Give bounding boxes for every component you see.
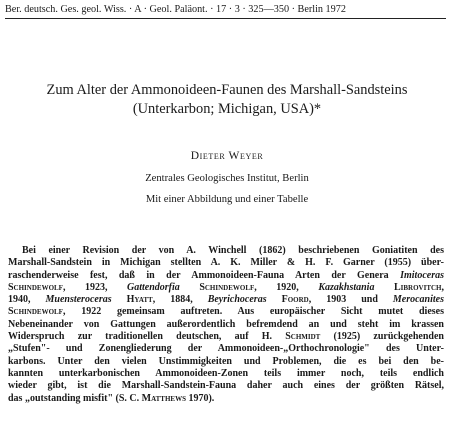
abstract-text: Marshall-Sandstein in Michigan stellten A. K. Miller & H. F. Garner (1955) über- — [8, 257, 444, 269]
abstract-text: raschenderweise fest, daß in der Ammonoideen-Fauna Arten der Genera — [8, 269, 401, 281]
abstract-text: (1925) zurückgehenden — [320, 331, 444, 343]
abstract-text: das „outstanding misfit" (S. C. — [8, 392, 142, 404]
abstract-line — [8, 282, 444, 294]
author-citation: Hyatt — [111, 294, 153, 306]
abstract-text: Bei einer Revision der von A. Winchell (1862) beschriebenen Goniatiten des — [22, 245, 444, 256]
title-line-1: Zum Alter der Ammonoideen-Faunen des Marshall-Sandsteins — [46, 82, 408, 98]
abstract-text: karbons. Unter den vielen Unstimmigkeiten und Problemen, die es bei den be- — [8, 355, 444, 367]
abstract-line — [8, 319, 444, 331]
author-name-text: Dieter Weyer — [190, 150, 264, 162]
abstract-text: Nebeneinander von Gattungen außerordentlich befremdend an und steht im krassen — [8, 318, 444, 330]
abstract-line — [8, 343, 444, 355]
abstract-text: , 1884, — [152, 294, 208, 306]
author-citation: Schindewolf — [8, 306, 63, 318]
abstract-line — [8, 245, 444, 257]
genus-name: Gattendorfia — [127, 281, 180, 293]
genus-name: Kazakhstania — [318, 281, 375, 293]
author-citation: Foord — [266, 294, 309, 306]
abstract-line — [8, 294, 444, 306]
author-citation: Librovitch — [374, 281, 442, 293]
running-head — [5, 4, 446, 19]
genus-name: Beyrichoceras — [207, 294, 267, 306]
author-affiliation: Zentrales Geologisches Institut, Berlin — [145, 173, 309, 184]
genus-name: Merocanites — [392, 294, 444, 306]
abstract-text: , — [441, 281, 444, 293]
figures-note: Mit einer Abbildung und einer Tabelle — [145, 194, 309, 205]
abstract-text: , 1920, — [254, 281, 319, 293]
article-title — [0, 81, 454, 119]
abstract-line — [8, 356, 444, 368]
abstract-text: wieder gibt, ist die Marshall-Sandstein-Fauna daher auch eines der größten Rätsel, — [8, 380, 444, 392]
author-citation: Schindewolf — [179, 281, 255, 293]
abstract-paragraph — [8, 245, 444, 405]
abstract-text: , 1922 gemeinsam auftreten. Aus europäischer Sicht mutet dieses — [62, 306, 444, 318]
abstract-line — [8, 380, 444, 392]
author-citation: Schindewolf — [8, 281, 63, 293]
abstract-line — [8, 257, 444, 269]
abstract-text: kannten unterkarbonischen Ammonoideen-Zonen teils immer noch, teils endlich — [8, 367, 444, 379]
author-citation: Matthews — [141, 392, 186, 404]
abstract-line — [8, 393, 444, 405]
abstract-line — [8, 331, 444, 343]
abstract-text: „Stufen"- und Zonengliederung der Ammonoideen-„Orthochronologie" des Unter- — [8, 343, 444, 355]
genus-name: Imitoceras — [400, 269, 444, 281]
author-name — [0, 149, 454, 163]
abstract-text: , 1923, — [62, 281, 128, 293]
title-line-2: (Unterkarbon; Michigan, USA)* — [132, 101, 322, 117]
abstract-text: 1940, — [8, 294, 46, 306]
abstract-text: Widerspruch zur traditionellen deutschen, auf H. — [8, 331, 286, 343]
abstract-line — [8, 368, 444, 380]
running-head-text: Ber. deutsch. Ges. geol. Wiss. · A · Geol. Paläont. · 17 · 3 · 325—350 · Berlin 1972 — [5, 4, 346, 15]
author-citation: Schmidt — [285, 331, 321, 343]
abstract-line — [8, 306, 444, 318]
abstract-line — [8, 270, 444, 282]
genus-name: Muensteroceras — [45, 294, 112, 306]
abstract-text: , 1903 und — [308, 294, 393, 306]
abstract-text: 1970). — [185, 392, 215, 404]
